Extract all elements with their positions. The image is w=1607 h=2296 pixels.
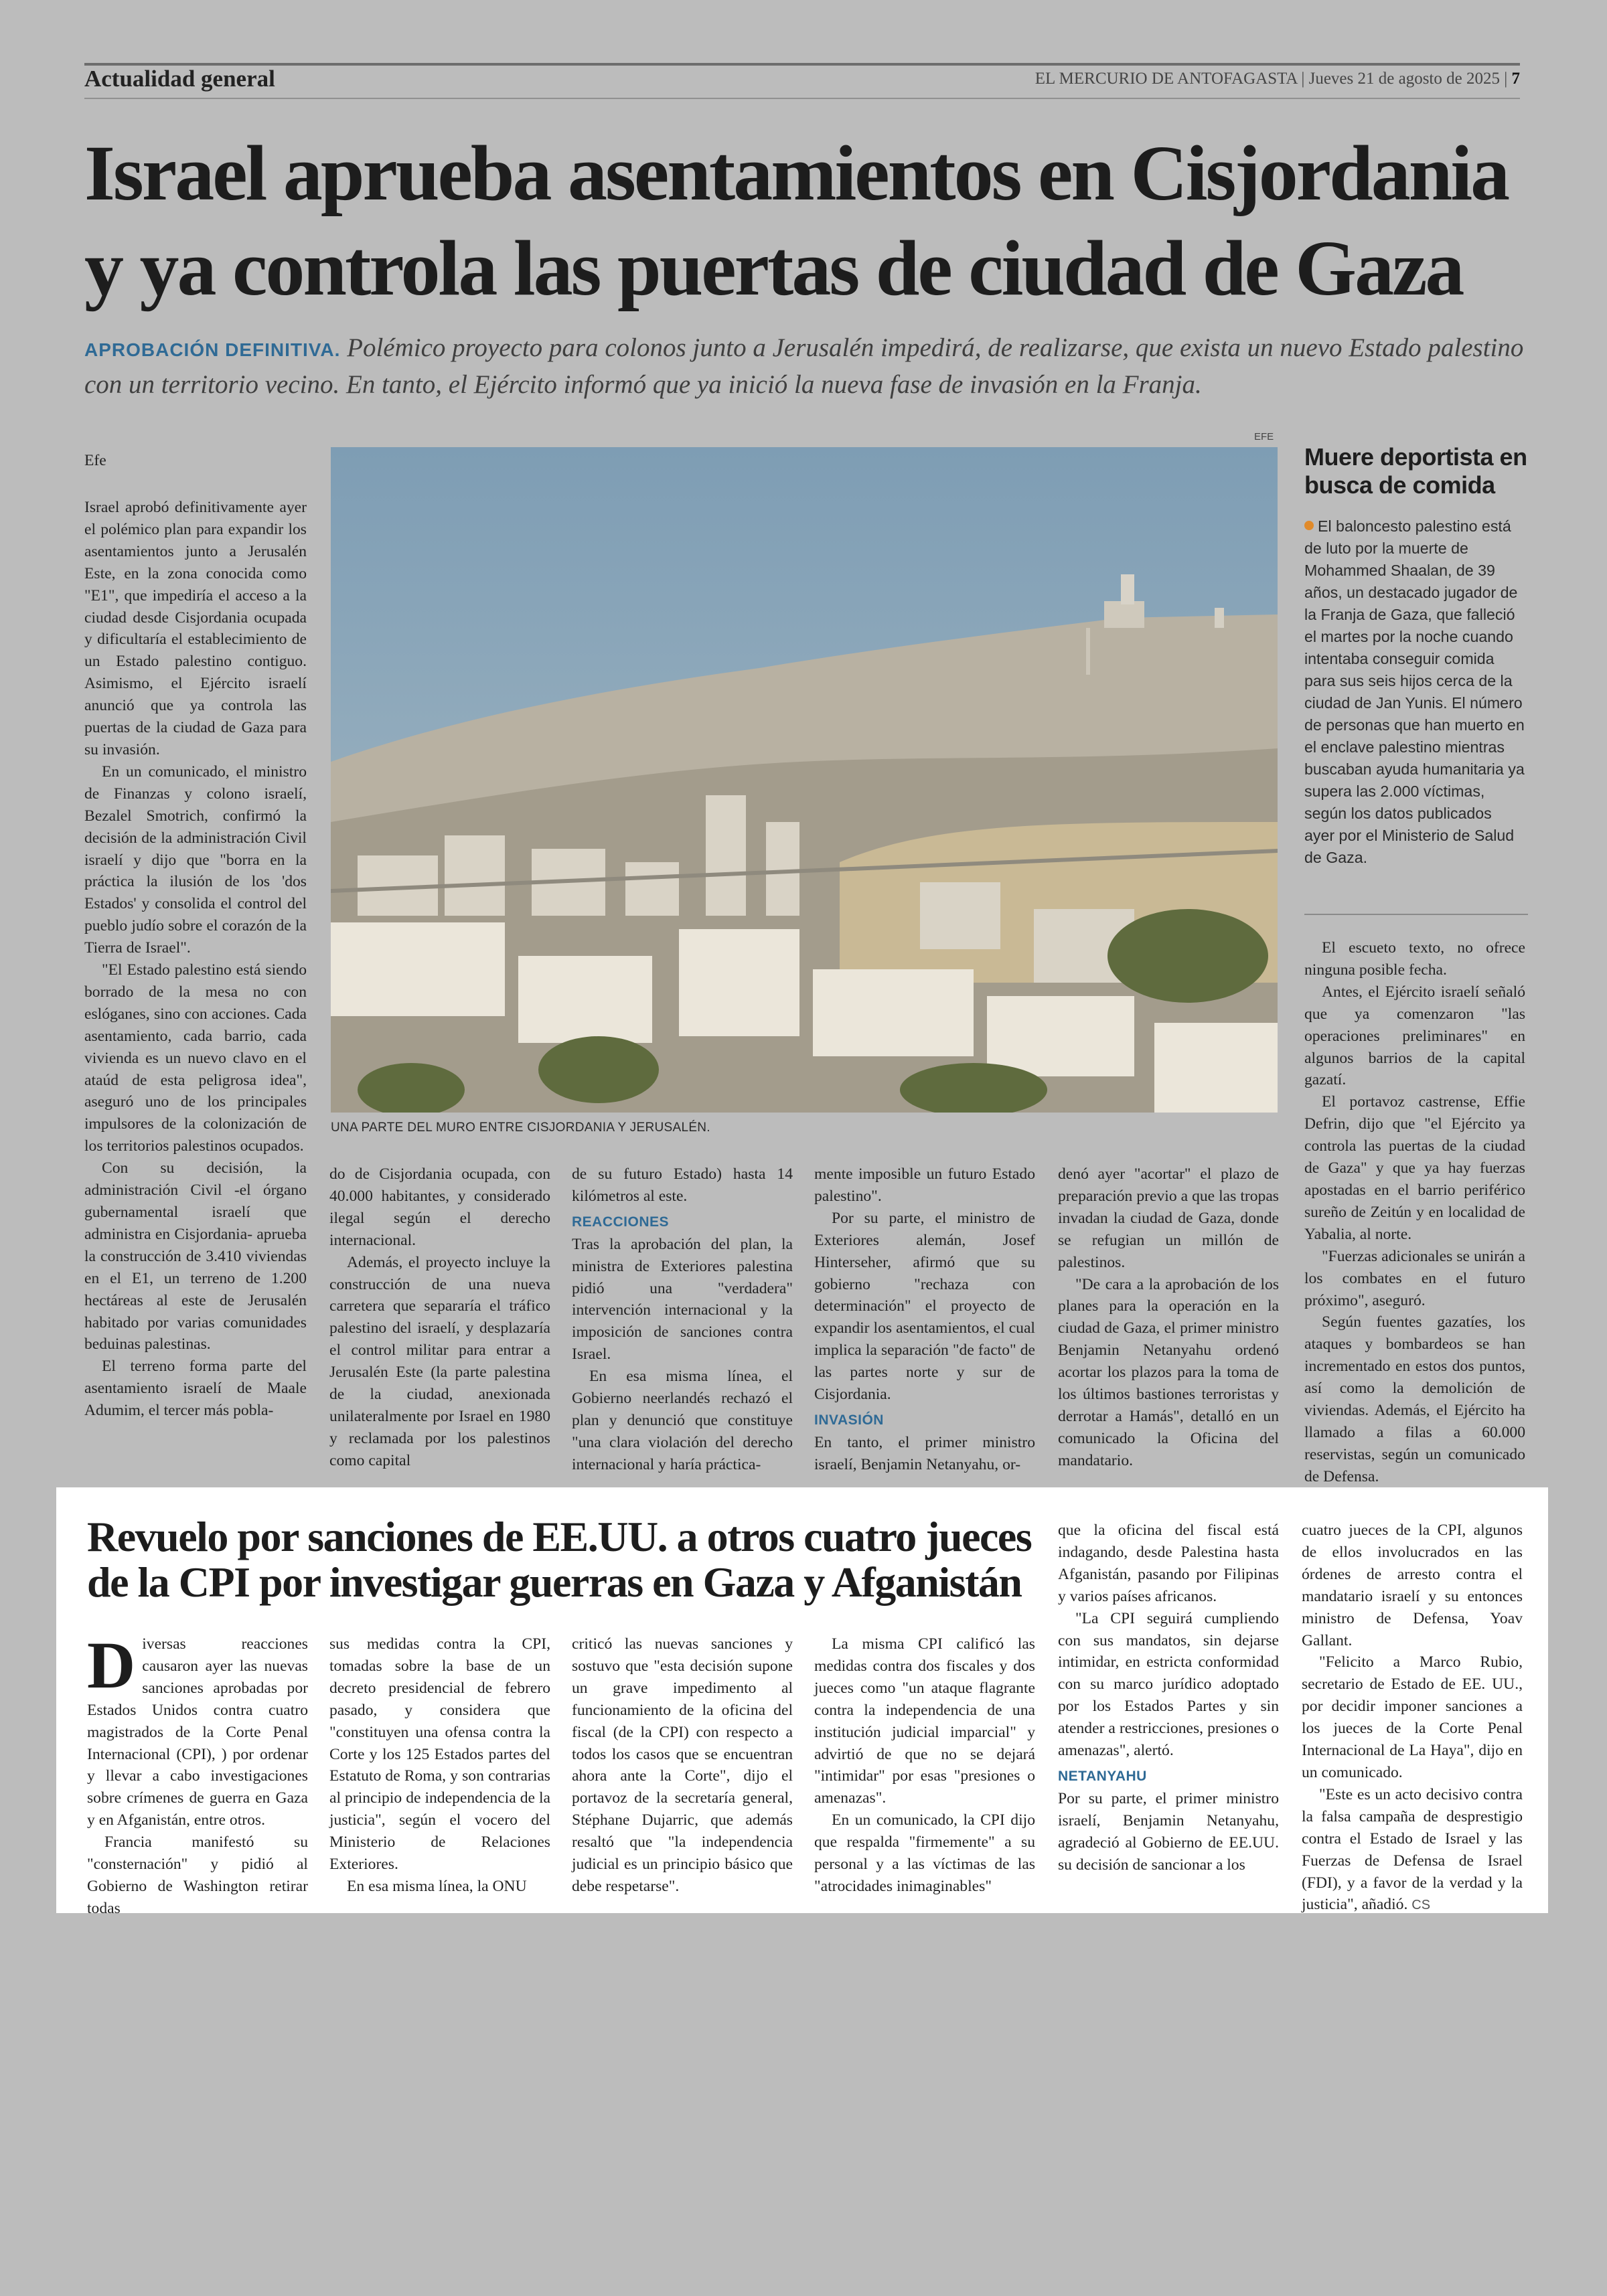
section-label: Actualidad general	[84, 66, 275, 92]
paragraph: que la oficina del fiscal está indagando, desde Palestina hasta Afganistán, pasando por Filipinas y varios países africanos.	[1058, 1522, 1279, 1605]
second-col-2	[329, 1633, 550, 1898]
issue-date: Jueves 21 de agosto de 2025	[1308, 70, 1500, 88]
paragraph: sus medidas contra la CPI, tomadas sobre la base de un decreto presidencial de febrero pasado, y considera que "constituyen una ofensa contra la Corte y los 125 Estados partes del Estatuto de Roma, y son contrarias al principio de independencia de la justicia", según el vocero del Ministerio de Relaciones Exteriores.	[329, 1635, 550, 1874]
paragraph: El portavoz castrense, Effie Defrin, dijo que "el Ejército ya controla las puertas de la ciudad de Gaza" y que ya hay fuerzas apostadas en el barrio periférico sureño de Zeitún y en localidad de Yabalia, al norte.	[1304, 1093, 1525, 1243]
paragraph: La misma CPI calificó las medidas contra dos fiscales y dos jueces como "un ataque flagrante contra la independencia de una institución judicial imparcial" y advirtió de que no se dejará "intimidar" por esas "presiones o amenazas".	[814, 1635, 1035, 1807]
paragraph: denó ayer "acortar" el plazo de preparación previo a que las tropas invadan la ciudad de Gaza, donde se refugian un millón de palestinos.	[1058, 1165, 1279, 1271]
paragraph: Israel aprobó definitivamente ayer el polémico plan para expandir los asentamientos junto a Jerusalén Este, en la zona conocida como "E1", que impediría el acceso a la ciudad desde Cisjordania ocupada y dificultaría el establecimiento de un Estado palestino contiguo. Asimismo, el Ejército israelí anunció que ya controla las puertas de la ciudad de Gaza para su invasión.	[84, 499, 307, 758]
paragraph: "Este es un acto decisivo contra la falsa campaña de desprestigio contra el Estado de Israel y las Fuerzas de Defensa de Israel (FDI), y a favor de la verdad y la justicia", añadió. CS	[1302, 1785, 1523, 1914]
subhead-invasion: INVASIÓN	[814, 1412, 884, 1428]
paragraph: Francia manifestó su "consternación" y pidió al Gobierno de Washington retirar todas	[87, 1833, 308, 1917]
lede-text: Polémico proyecto para colonos junto a Jerusalén impedirá, de realizarse, que exista un nuevo Estado palestino con un territorio vecino. En tanto, el Ejército informó que ya inició la nueva fase de invasión en la Franja.	[84, 333, 1524, 399]
paragraph: "Felicito a Marco Rubio, secretario de Estado de EE. UU., por decidir imponer sanciones a los jueces de la Corte Penal Internacional de La Haya", dijo en un comunicado.	[1302, 1653, 1523, 1781]
main-headline: Israel aprueba asentamientos en Cisjordania y ya controla las puertas de ciudad de Gaza	[84, 129, 1509, 312]
photo-caption: UNA PARTE DEL MURO ENTRE CISJORDANIA Y JERUSALÉN.	[331, 1121, 710, 1135]
paragraph: El escueto texto, no ofrece ninguna posible fecha.	[1304, 939, 1525, 979]
paragraph: Con su decisión, la administración Civil -el órgano gubernamental israelí que administra en Cisjordania- aprueba la construcción de 3.410 viviendas en el E1, un terreno de 1.200 hectáreas al este de Jerusalén habitado por varias comunidades beduinas palestinas.	[84, 1159, 307, 1354]
paragraph: de su futuro Estado) hasta 14 kilómetros al este.	[572, 1165, 793, 1205]
bullet-icon	[1304, 521, 1314, 530]
newspaper-name: EL MERCURIO DE ANTOFAGASTA	[1035, 70, 1298, 88]
main-col-2	[329, 1163, 550, 1472]
subhead-netanyahu: NETANYAHU	[1058, 1768, 1147, 1784]
paragraph: En esa misma línea, la ONU	[347, 1877, 527, 1895]
paragraph: Diversas reacciones causaron ayer las nuevas sanciones aprobadas por Estados Unidos contra cuatro magistrados de la Corte Penal Internacional (CPI), ) por ordenar y llevar a cabo investigaciones sobre crímenes de guerra en Gaza y en Afganistán, entre otros.	[87, 1628, 308, 1829]
drop-cap: D	[87, 1628, 136, 1702]
paragraph: "El Estado palestino está siendo borrado de la mesa no con eslóganes, sino con acciones. Cada asentamiento, cada barrio, cada vivienda es un nuevo clavo en el ataúd de esta peligrosa idea", aseguró uno de los principales impulsores de la colonización de los territorios palestinos ocupados.	[84, 961, 307, 1155]
paragraph: "Fuerzas adicionales se unirán a los combates en el futuro próximo", aseguró.	[1304, 1247, 1525, 1309]
main-col-5	[1058, 1163, 1279, 1472]
paragraph: Según fuentes gazatíes, los ataques y bombardeos se han incrementado en estos dos puntos, así como la demolición de viviendas. Además, el Ejército ha llamado a filas a 60.000 reservistas, según un comunicado de Defensa.	[1304, 1313, 1525, 1485]
paragraph: En esa misma línea, el Gobierno neerlandés rechazó el plan y denunció que constituye "una clara violación del derecho internacional y haría práctica-	[572, 1368, 793, 1473]
photo-illustration	[331, 447, 1278, 1113]
paragraph: Por su parte, el primer ministro israelí, Benjamin Netanyahu, agradeció al Gobierno de EE.UU. su decisión de sancionar a los	[1058, 1789, 1279, 1874]
paragraph: Además, el proyecto incluye la construcción de una nueva carretera que separaría el tráfico palestino del israelí, y desplazaría el control militar para entrar a Jerusalén Este (la parte palestina de la ciudad, anexionada unilateralmente por Israel en 1980 y reclamada por los palestinos como capital	[329, 1253, 550, 1469]
paragraph: Tras la aprobación del plan, la ministra de Exteriores palestina pidió una "verdadera" intervención internacional y la imposición de sanciones contra Israel.	[572, 1235, 793, 1364]
paragraph: "La CPI seguirá cumpliendo con sus mandatos, sin dejarse intimidar, en estricta conformidad con su marco jurídico adoptado por los Estados Partes y sin atender a restricciones, presiones o amenazas", alertó.	[1058, 1609, 1279, 1760]
second-col-6	[1302, 1520, 1523, 1916]
sidebar-headline: Muere deportista en busca de comida	[1304, 443, 1527, 499]
paragraph: criticó las nuevas sanciones y sostuvo que "esta decisión supone un grave impedimento al funcionamiento de la oficina del fiscal (de la CPI) con respecto a todos los casos que se encuentran ahora ante la Corte", dijo el portavoz de la secretaría general, Stéphane Dujarric, que además resaltó que "la independencia judicial es un principio básico que debe respetarse".	[572, 1635, 793, 1895]
lede	[84, 331, 1524, 402]
main-col-3	[572, 1163, 793, 1476]
masthead-info: EL MERCURIO DE ANTOFAGASTA | Jueves 21 de agosto de 2025 | 7	[1035, 70, 1520, 88]
paragraph: En tanto, el primer ministro israelí, Benjamin Netanyahu, or-	[814, 1433, 1035, 1473]
main-col-1	[84, 497, 307, 1422]
sidebar-body: El baloncesto palestino está de luto por la muerte de Mohammed Shaalan, de 39 años, un destacado jugador de la Franja de Gaza, que falleció el martes por la noche cuando intentaba conseguir comida para sus seis hijos cerca de la ciudad de Jan Yunis. El número de personas que han muerto en el enclave palestino mientras buscaban ayuda humanitaria ya supera las 2.000 víctimas, según los datos publicados ayer por el Ministerio de Salud de Gaza.	[1304, 517, 1525, 866]
paragraph: "De cara a la aprobación de los planes para la operación en la ciudad de Gaza, el primer ministro Benjamin Netanyahu ordenó acortar los plazos para la toma de los últimos bastiones terroristas y derrotar a Hamás", detalló en un comunicado la Oficina del mandatario.	[1058, 1275, 1279, 1469]
paragraph: Por su parte, el ministro de Exteriores alemán, Josef Hinterseher, afirmó que su gobierno "rechaza con determinación" el proyecto de expandir los asentamientos, el cual implica la separación "de facto" de las partes norte y sur de Cisjordania.	[814, 1209, 1035, 1404]
second-col-5	[1058, 1520, 1279, 1876]
page-number: 7	[1511, 70, 1520, 88]
sidebar-divider	[1304, 914, 1528, 915]
end-mark: CS	[1411, 1898, 1431, 1913]
photo-credit: EFE	[1254, 431, 1274, 442]
kicker: APROBACIÓN DEFINITIVA.	[84, 339, 341, 360]
byline: Efe	[84, 452, 106, 469]
paragraph: mente imposible un futuro Estado palestino".	[814, 1165, 1035, 1205]
paragraph: do de Cisjordania ocupada, con 40.000 habitantes, y considerado ilegal según el derecho internacional.	[329, 1165, 550, 1249]
second-headline: Revuelo por sanciones de EE.UU. a otros cuatro jueces de la CPI por investigar guerras en Gaza y Afganistán	[87, 1513, 1032, 1606]
second-col-4	[814, 1633, 1035, 1898]
paragraph: En un comunicado, la CPI dijo que respalda "firmemente" a su personal y a las víctimas de las "atrocidades inimaginables"	[814, 1811, 1035, 1895]
header-top-rule	[84, 63, 1520, 66]
news-photo	[331, 447, 1278, 1113]
main-col-4	[814, 1163, 1035, 1476]
second-col-3	[572, 1633, 793, 1898]
paragraph: En un comunicado, el ministro de Finanzas y colono israelí, Bezalel Smotrich, confirmó la decisión de la administración Civil israelí y dijo que "borra en la práctica la ilusión de los 'dos Estados' y consolida el control del pueblo judío sobre el corazón de la Tierra de Israel".	[84, 762, 307, 957]
subhead-reacciones: REACCIONES	[572, 1214, 670, 1230]
main-col-6	[1304, 937, 1525, 1488]
header-bottom-rule	[84, 98, 1520, 99]
paragraph: cuatro jueces de la CPI, algunos de ellos involucrados en las órdenes de arresto contra el mandatario israelí y su entonces ministro de Defensa, Yoav Gallant.	[1302, 1522, 1523, 1649]
paragraph: El terreno forma parte del asentamiento israelí de Maale Adumim, el tercer más pobla-	[84, 1358, 307, 1420]
second-col-1	[87, 1628, 308, 1920]
paragraph: Antes, el Ejército israelí señaló que ya comenzaron "las operaciones preliminares" en algunos barrios de la capital gazatí.	[1304, 983, 1525, 1089]
